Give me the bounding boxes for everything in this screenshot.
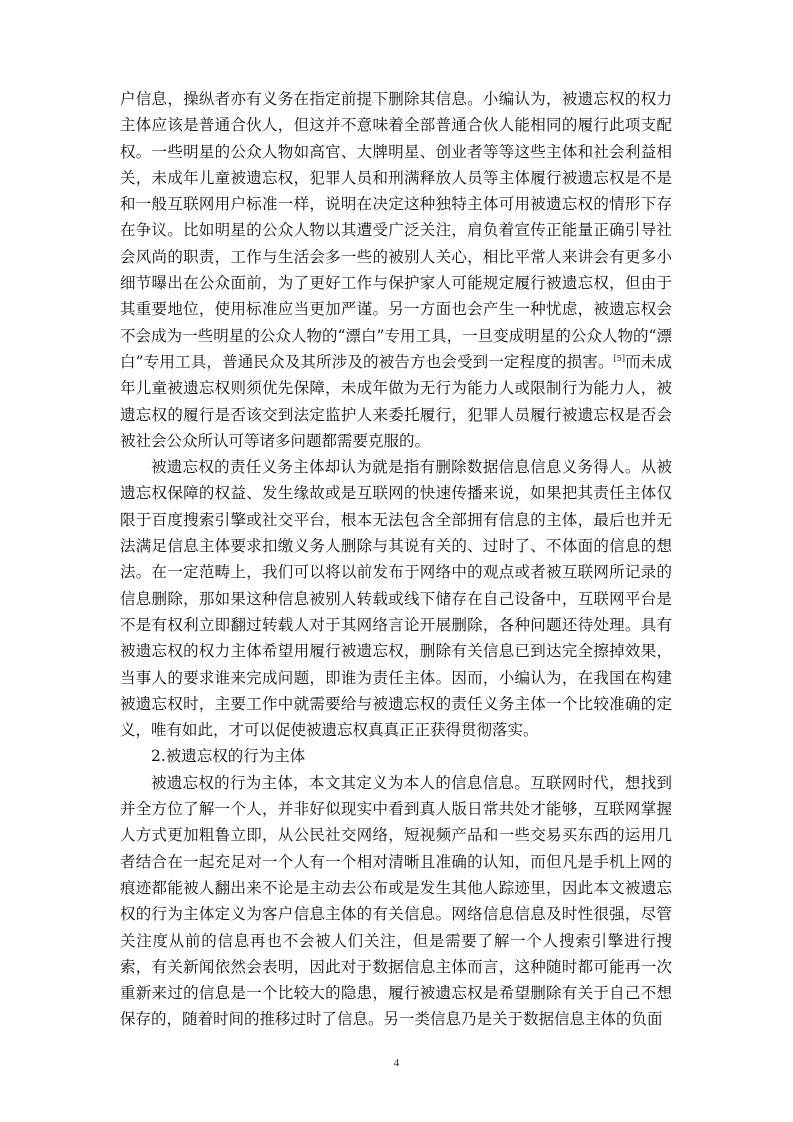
page-number: 4: [393, 1057, 400, 1069]
paragraph: 被遗忘权的行为主体，本文其定义为本人的信息信息。互联网时代，想找到并全方位了解一个人，并非好似现实中看到真人版日常共处才能够，互联网掌握人方式更加粗鲁立即，从公民社交网络，短视频产品和一些交易买东西的运用几者结合在一起充足对一个人有一个相对清晰且准确的认知，而但凡是手机上网的痕迹都能被人翻出来不论是主动去公布或是发生其他人踪迹里，因此本文被遗忘权的行为主体定义为客户信息主体的有关信息。网络信息信息及时性很强，尽管关注度从前的信息再也不会被人们关注，但是需要了解一个人搜索引擎进行搜索，有关新闻依然会表明，因此对于数据信息主体而言，这种随时都可能再一次重新来过的信息是一个比较大的隐患，履行被遗忘权是希望删除有关于自己不想保存的，随着时间的推移过时了信息。另一类信息乃是关于数据信息主体的负面: [120, 773, 672, 1029]
paragraph: 被遗忘权的责任义务主体却认为就是指有删除数据信息信息义务得人。从被遗忘权保障的权益、发生缘故或是互联网的快速传播来说，如果把其责任主体仅限于百度搜索引擎或社交平台，根本无法包含全部拥有信息的主体，最后也并无法满足信息主体要求扣缴义务人删除与其说有关的、过时了、不体面的信息的想法。在一定范畴上，我们可以将以前发布于网络中的观点或者被互联网所记录的信息删除，那如果这种信息被别人转载或线下储存在自己设备中，互联网平台是不是有权利立即翻过转载人对于其网络言论开展删除，各种问题还待处理。具有被遗忘权的权力主体希望用履行被遗忘权，删除有关信息已到达完全擦掉效果，当事人的要求谁来完成问题，即谁为责任主体。因而，小编认为，在我国在构建被遗忘权时，主要工作中就需要给与被遗忘权的责任义务主体一个比较准确的定义，唯有如此，才可以促使被遗忘权真真正正获得贯彻落实。: [120, 458, 672, 740]
body-text: [120, 86, 672, 1033]
paragraph-continued: [120, 86, 672, 454]
citation-reference: [5]: [613, 353, 625, 363]
paragraph-text-continued: 而未成年儿童被遗忘权则须优先保障，未成年做为无行为能力人或限制行为能力人，被遗忘权的履行是否该交到法定监护人来委托履行，犯罪人员履行被遗忘权是否会被社会公众所认可等诸多问题都需要克服的。: [120, 352, 672, 450]
section-heading: 2.被遗忘权的行为主体: [151, 747, 306, 766]
paragraph-text: 户信息，操纵者亦有义务在指定前提下删除其信息。小编认为，被遗忘权的权力主体应该是普通合伙人，但这并不意味着全部普通合伙人能相同的履行此项支配权。一些明星的公众人物如高官、大牌明星、创业者等等这些主体和社会利益相关，未成年儿童被遗忘权，犯罪人员和刑满释放人员等主体履行被遗忘权是不是和一般互联网用户标准一样，说明在决定这种独特主体可用被遗忘权的情形下存在争议。比如明星的公众人物以其遭受广泛关注，肩负着宣传正能量正确引导社会风尚的职责，工作与生活会多一些的被别人关心，相比平常人来讲会有更多小细节曝出在公众面前，为了更好工作与保护家人可能规定履行被遗忘权，但由于其重要地位，使用标准应当更加严谨。另一方面也会产生一种忧虑，被遗忘权会不会成为一些明星的公众人物的“漂白”专用工具，一旦变成明星的公众人物的“漂白”专用工具，普通民众及其所涉及的被告方也会受到一定程度的损害。: [120, 90, 672, 371]
